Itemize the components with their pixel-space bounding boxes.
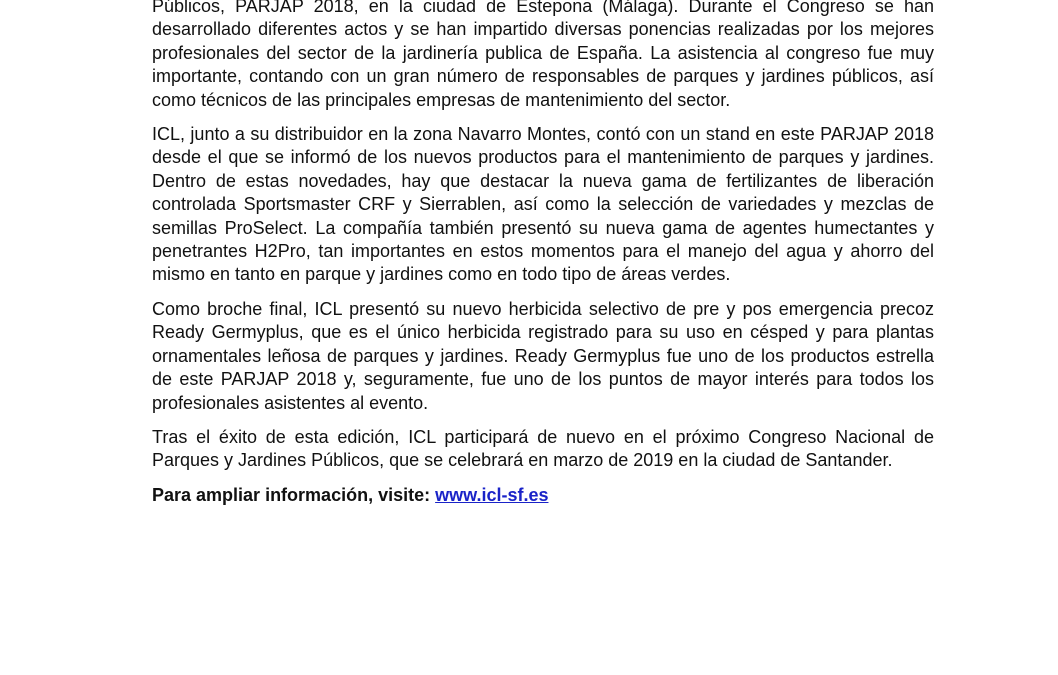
paragraph-congress-summary: Públicos, PARJAP 2018, en la ciudad de Estepona (Málaga). Durante el Congreso se han desarrollado diferentes actos y se han impartido diversas ponencias realizadas por los mejores profesionales del sector de la jardinería publica de España. La asistencia al congreso fue muy importante, contando con un gran número de responsables de parques y jardines públicos, así como técnicos de las principales empresas de mantenimiento del sector. (152, 0, 934, 110)
paragraph-next-congress: Tras el éxito de esta edición, ICL participará de nuevo en el próximo Congreso Nacional de Parques y Jardines Públicos, que se celebrará en marzo de 2019 en la ciudad de Santander. (152, 426, 934, 471)
paragraph-ready-germyplus: Como broche final, ICL presentó su nuevo herbicida selectivo de pre y pos emergencia precoz Ready Germyplus, que es el único herbicida registrado para su uso en césped y para plantas ornamentales leñosa de parques y jardines. Ready Germyplus fue uno de los productos estrella de este PARJAP 2018 y, seguramente, fue uno de los puntos de mayor interés para todos los profesionales asistentes al evento. (152, 298, 934, 413)
document-body (152, 0, 934, 507)
more-info-line (152, 484, 934, 507)
website-link[interactable]: www.icl-sf.es (435, 484, 549, 505)
paragraph-icl-stand: ICL, junto a su distribuidor en la zona Navarro Montes, contó con un stand en este PARJAP 2018 desde el que se informó de los nuevos productos para el mantenimiento de parques y jardines. Dentro de estas novedades, hay que destacar la nueva gama de fertilizantes de liberación controlada Sportsmaster CRF y Sierrablen, así como la selección de variedades y mezclas de semillas ProSelect. La compañía también presentó su nueva gama de agentes humectantes y penetrantes H2Pro, tan importantes en estos momentos para el manejo del agua y ahorro del mismo en tanto en parque y jardines como en todo tipo de áreas verdes. (152, 124, 934, 285)
more-info-label: Para ampliar información, visite: (152, 484, 436, 505)
